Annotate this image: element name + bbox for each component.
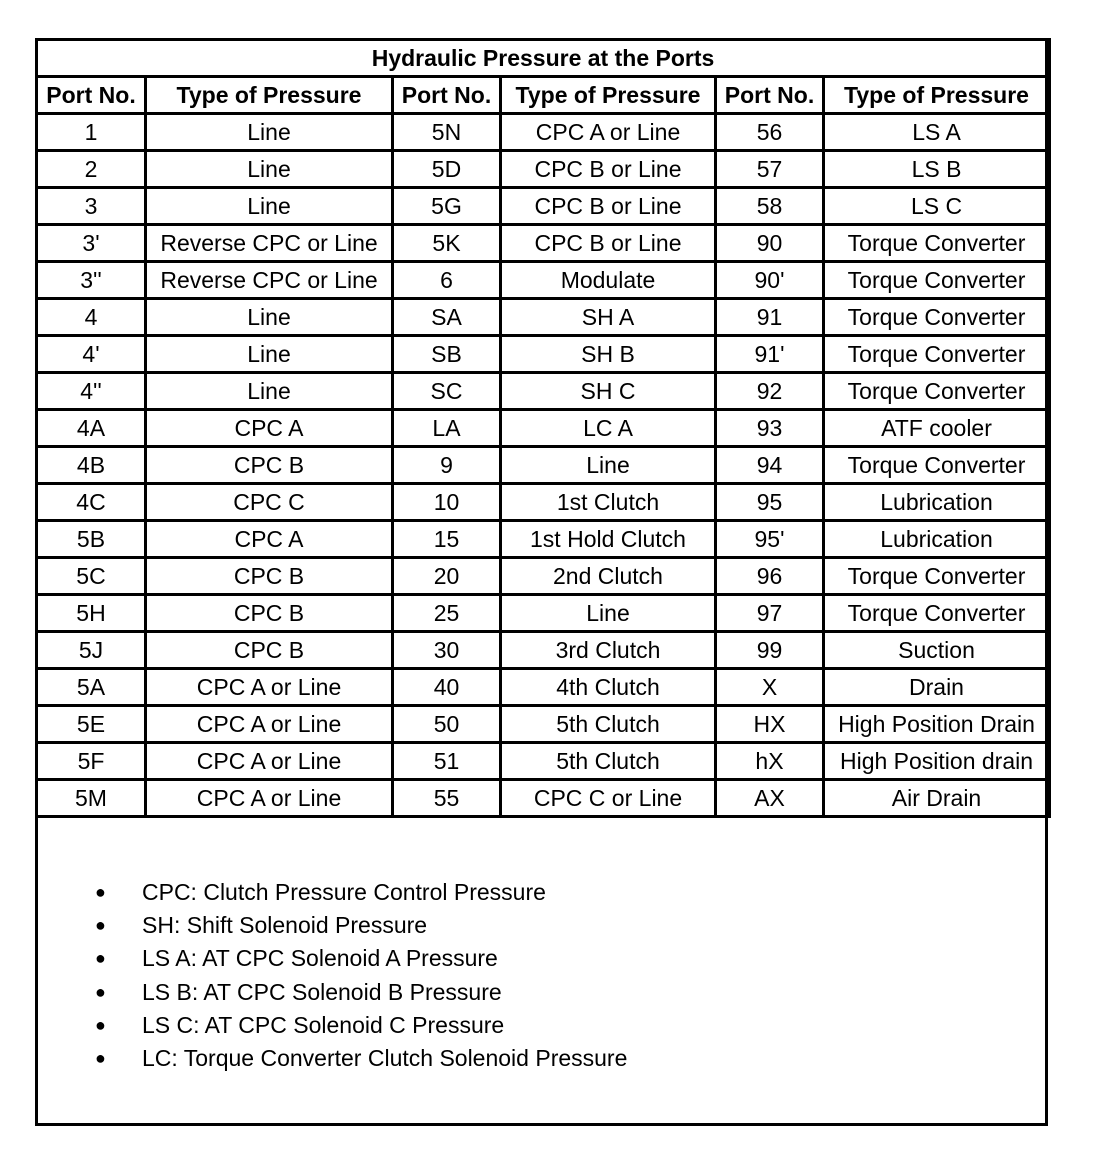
pressure-type-cell: CPC A or Line bbox=[146, 669, 393, 706]
pressure-type-cell: 1st Clutch bbox=[501, 484, 716, 521]
pressure-type-cell: SH B bbox=[501, 336, 716, 373]
port-number-cell: LA bbox=[393, 410, 501, 447]
table-body bbox=[37, 114, 1050, 817]
port-number-cell: 5M bbox=[37, 780, 146, 817]
port-number-cell: 5C bbox=[37, 558, 146, 595]
port-number-cell: 56 bbox=[716, 114, 824, 151]
port-number-cell: 4 bbox=[37, 299, 146, 336]
pressure-type-cell: CPC B or Line bbox=[501, 225, 716, 262]
pressure-type-cell: Torque Converter bbox=[824, 225, 1050, 262]
pressure-type-cell: Suction bbox=[824, 632, 1050, 669]
table-row bbox=[37, 595, 1050, 632]
pressure-type-cell: Line bbox=[146, 114, 393, 151]
pressure-type-cell: Reverse CPC or Line bbox=[146, 225, 393, 262]
port-number-cell: SA bbox=[393, 299, 501, 336]
bullet-icon: ● bbox=[95, 981, 106, 1002]
port-number-cell: 90 bbox=[716, 225, 824, 262]
pressure-type-cell: Line bbox=[501, 595, 716, 632]
port-number-cell: 3' bbox=[37, 225, 146, 262]
port-number-cell: 4A bbox=[37, 410, 146, 447]
port-number-cell: 5B bbox=[37, 521, 146, 558]
port-number-cell: 95 bbox=[716, 484, 824, 521]
table-row bbox=[37, 373, 1050, 410]
header-type-of-pressure: Type of Pressure bbox=[824, 77, 1050, 114]
pressure-type-cell: SH C bbox=[501, 373, 716, 410]
pressure-type-cell: Torque Converter bbox=[824, 558, 1050, 595]
port-number-cell: 5N bbox=[393, 114, 501, 151]
table-title: Hydraulic Pressure at the Ports bbox=[37, 40, 1050, 77]
table-row bbox=[37, 632, 1050, 669]
port-number-cell: 96 bbox=[716, 558, 824, 595]
pressure-type-cell: Torque Converter bbox=[824, 595, 1050, 632]
table-row bbox=[37, 743, 1050, 780]
port-number-cell: X bbox=[716, 669, 824, 706]
note-text: LC: Torque Converter Clutch Solenoid Pressure bbox=[142, 1044, 628, 1071]
port-number-cell: SC bbox=[393, 373, 501, 410]
header-port-no: Port No. bbox=[37, 77, 146, 114]
note-text: SH: Shift Solenoid Pressure bbox=[142, 912, 428, 939]
port-number-cell: 94 bbox=[716, 447, 824, 484]
table-row bbox=[37, 114, 1050, 151]
note-text: CPC: Clutch Pressure Control Pressure bbox=[142, 879, 546, 905]
pressure-type-cell: LS B bbox=[824, 151, 1050, 188]
port-number-cell: 97 bbox=[716, 595, 824, 632]
port-number-cell: 2 bbox=[37, 151, 146, 188]
bullet-icon: ● bbox=[95, 1014, 106, 1035]
pressure-type-cell: LC A bbox=[501, 410, 716, 447]
port-number-cell: 20 bbox=[393, 558, 501, 595]
port-number-cell: 5G bbox=[393, 188, 501, 225]
header-port-no: Port No. bbox=[716, 77, 824, 114]
note-text: LS B: AT CPC Solenoid B Pressure bbox=[142, 978, 502, 1005]
table-row bbox=[37, 188, 1050, 225]
port-number-cell: 92 bbox=[716, 373, 824, 410]
port-number-cell: 3'' bbox=[37, 262, 146, 299]
note-text: LS A: AT CPC Solenoid A Pressure bbox=[142, 945, 498, 972]
port-number-cell: 1 bbox=[37, 114, 146, 151]
port-number-cell: 93 bbox=[716, 410, 824, 447]
hydraulic-pressure-table bbox=[35, 38, 1051, 818]
pressure-type-cell: Torque Converter bbox=[824, 262, 1050, 299]
note-text: LS C: AT CPC Solenoid C Pressure bbox=[142, 1011, 505, 1038]
port-number-cell: 4C bbox=[37, 484, 146, 521]
pressure-type-cell: Torque Converter bbox=[824, 447, 1050, 484]
pressure-type-cell: Line bbox=[146, 299, 393, 336]
port-number-cell: 5D bbox=[393, 151, 501, 188]
pressure-type-cell: 5th Clutch bbox=[501, 743, 716, 780]
port-number-cell: 5E bbox=[37, 706, 146, 743]
port-number-cell: SB bbox=[393, 336, 501, 373]
pressure-type-cell: Line bbox=[501, 447, 716, 484]
table-row bbox=[37, 484, 1050, 521]
pressure-type-cell: CPC B bbox=[146, 447, 393, 484]
table-row bbox=[37, 706, 1050, 743]
pressure-type-cell: 4th Clutch bbox=[501, 669, 716, 706]
port-number-cell: 4'' bbox=[37, 373, 146, 410]
port-number-cell: 10 bbox=[393, 484, 501, 521]
port-number-cell: 57 bbox=[716, 151, 824, 188]
table-row bbox=[37, 780, 1050, 817]
pressure-type-cell: Reverse CPC or Line bbox=[146, 262, 393, 299]
pressure-type-cell: CPC B bbox=[146, 558, 393, 595]
port-number-cell: 90' bbox=[716, 262, 824, 299]
port-number-cell: 5A bbox=[37, 669, 146, 706]
port-number-cell: 5F bbox=[37, 743, 146, 780]
header-type-of-pressure: Type of Pressure bbox=[501, 77, 716, 114]
table-row bbox=[37, 262, 1050, 299]
port-number-cell: 99 bbox=[716, 632, 824, 669]
pressure-type-cell: LS C bbox=[824, 188, 1050, 225]
pressure-type-cell: CPC A or Line bbox=[146, 780, 393, 817]
port-number-cell: AX bbox=[716, 780, 824, 817]
table-row bbox=[37, 669, 1050, 706]
pressure-type-cell: CPC C bbox=[146, 484, 393, 521]
pressure-type-cell: CPC C or Line bbox=[501, 780, 716, 817]
pressure-type-cell: 2nd Clutch bbox=[501, 558, 716, 595]
table-row bbox=[37, 336, 1050, 373]
pressure-type-cell: CPC A bbox=[146, 410, 393, 447]
port-number-cell: 5K bbox=[393, 225, 501, 262]
port-number-cell: 4B bbox=[37, 447, 146, 484]
pressure-type-cell: CPC B bbox=[146, 595, 393, 632]
port-number-cell: 91 bbox=[716, 299, 824, 336]
header-type-of-pressure: Type of Pressure bbox=[146, 77, 393, 114]
port-number-cell: HX bbox=[716, 706, 824, 743]
table-row bbox=[37, 521, 1050, 558]
port-number-cell: 91' bbox=[716, 336, 824, 373]
port-number-cell: 5J bbox=[37, 632, 146, 669]
port-number-cell: 40 bbox=[393, 669, 501, 706]
port-number-cell: 15 bbox=[393, 521, 501, 558]
pressure-type-cell: ATF cooler bbox=[824, 410, 1050, 447]
pressure-type-cell: CPC A or Line bbox=[146, 743, 393, 780]
port-number-cell: 51 bbox=[393, 743, 501, 780]
pressure-type-cell: SH A bbox=[501, 299, 716, 336]
pressure-type-cell: CPC B or Line bbox=[501, 188, 716, 225]
table-row bbox=[37, 410, 1050, 447]
port-number-cell: hX bbox=[716, 743, 824, 780]
table-row bbox=[37, 225, 1050, 262]
bullet-icon: ● bbox=[95, 915, 106, 936]
bullet-icon: ● bbox=[95, 948, 106, 969]
pressure-type-cell: Torque Converter bbox=[824, 373, 1050, 410]
bullet-icon: ● bbox=[95, 1047, 106, 1068]
pressure-type-cell: 3rd Clutch bbox=[501, 632, 716, 669]
pressure-type-cell: Modulate bbox=[501, 262, 716, 299]
title-row bbox=[37, 40, 1050, 77]
port-number-cell: 55 bbox=[393, 780, 501, 817]
port-number-cell: 3 bbox=[37, 188, 146, 225]
header-row bbox=[37, 77, 1050, 114]
port-number-cell: 5H bbox=[37, 595, 146, 632]
pressure-type-cell: CPC B bbox=[146, 632, 393, 669]
table-row bbox=[37, 151, 1050, 188]
port-number-cell: 50 bbox=[393, 706, 501, 743]
port-number-cell: 25 bbox=[393, 595, 501, 632]
bullet-icon: ● bbox=[95, 882, 106, 902]
port-number-cell: 4' bbox=[37, 336, 146, 373]
pressure-type-cell: Line bbox=[146, 373, 393, 410]
port-number-cell: 30 bbox=[393, 632, 501, 669]
port-number-cell: 9 bbox=[393, 447, 501, 484]
pressure-type-cell: CPC B or Line bbox=[501, 151, 716, 188]
pressure-type-cell: High Position drain bbox=[824, 743, 1050, 780]
pressure-type-cell: Air Drain bbox=[824, 780, 1050, 817]
pressure-type-cell: Torque Converter bbox=[824, 336, 1050, 373]
pressure-type-cell: Drain bbox=[824, 669, 1050, 706]
pressure-type-cell: Torque Converter bbox=[824, 299, 1050, 336]
pressure-type-cell: CPC A bbox=[146, 521, 393, 558]
pressure-type-cell: CPC A or Line bbox=[501, 114, 716, 151]
pressure-type-cell: 1st Hold Clutch bbox=[501, 521, 716, 558]
pressure-type-cell: High Position Drain bbox=[824, 706, 1050, 743]
pressure-type-cell: Lubrication bbox=[824, 484, 1050, 521]
port-number-cell: 95' bbox=[716, 521, 824, 558]
pressure-type-cell: 5th Clutch bbox=[501, 706, 716, 743]
pressure-type-cell: Line bbox=[146, 336, 393, 373]
port-number-cell: 6 bbox=[393, 262, 501, 299]
header-port-no: Port No. bbox=[393, 77, 501, 114]
table-row bbox=[37, 299, 1050, 336]
port-number-cell: 58 bbox=[716, 188, 824, 225]
document-frame bbox=[35, 38, 1048, 1126]
pressure-type-cell: CPC A or Line bbox=[146, 706, 393, 743]
table-row bbox=[37, 558, 1050, 595]
pressure-type-cell: Lubrication bbox=[824, 521, 1050, 558]
pressure-type-cell: Line bbox=[146, 188, 393, 225]
pressure-type-cell: LS A bbox=[824, 114, 1050, 151]
table-row bbox=[37, 447, 1050, 484]
pressure-type-cell: Line bbox=[146, 151, 393, 188]
